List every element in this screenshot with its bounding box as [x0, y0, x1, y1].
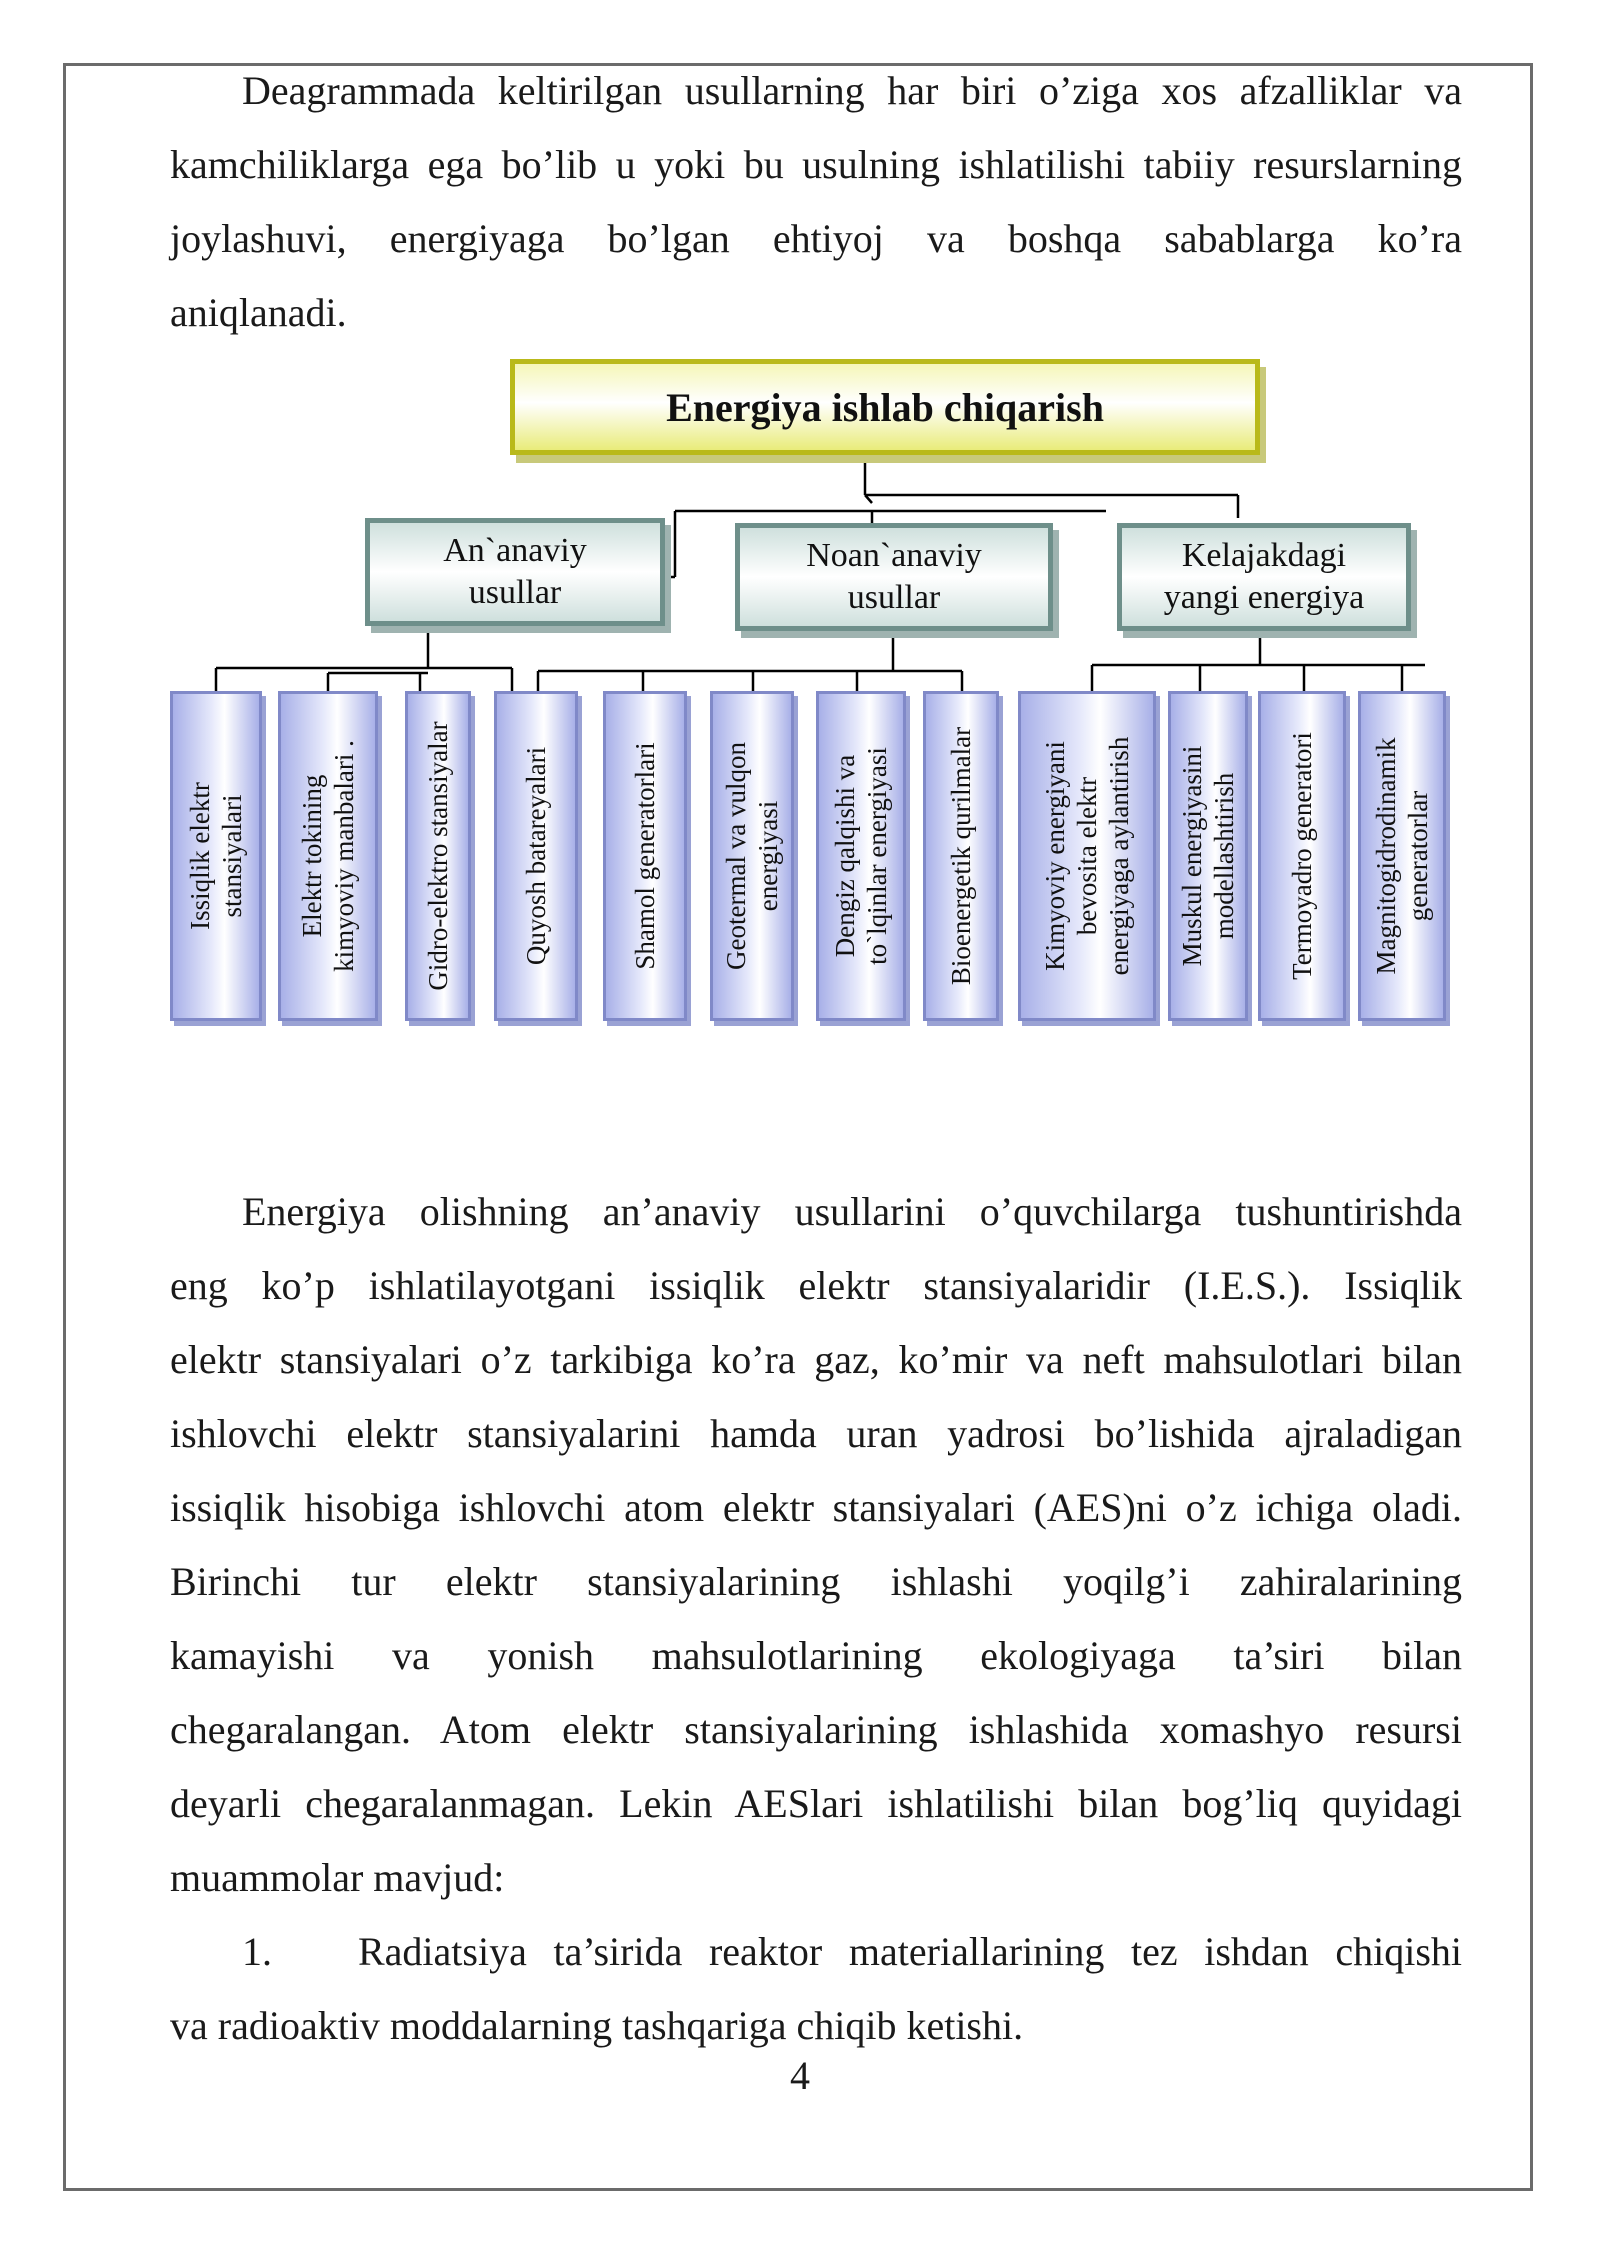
leaf-chemical-current-sources	[278, 691, 378, 1021]
paragraph-line: elektr stansiyalari o’z tarkibiga ko’ra gaz, ko’mir va neft mahsulotlari bilan	[170, 1337, 1462, 1382]
leaf-label: Shamol generatorlari	[630, 742, 660, 970]
leaf-label: Bioenergetik qurilmalar	[946, 726, 976, 986]
intro-paragraph	[170, 54, 1462, 350]
page-number: 4	[790, 2053, 810, 2098]
category-future-energy	[1117, 523, 1411, 631]
numbered-list-item	[170, 1915, 1462, 2063]
leaf-label: Gidro-elektro stansiyalar	[423, 721, 453, 991]
leaf-label: Geotermal va vulqon energiyasi	[721, 742, 783, 970]
category-label: An`anaviy usullar	[443, 532, 587, 611]
paragraph-line: kamchiliklarga ega bo’lib u yoki bu usulning ishlatilishi tabiiy resurslarning	[170, 142, 1462, 187]
diagram-root-box	[510, 359, 1260, 455]
leaf-chemical-to-electric-conversion	[1018, 691, 1156, 1021]
leaf-label: Issiqlik elektr stansiyalari	[185, 782, 247, 930]
leaf-magnetohydrodynamic-generators	[1358, 691, 1446, 1021]
leaf-bioenergy-installations	[923, 691, 999, 1021]
leaf-solar-batteries	[494, 691, 578, 1021]
leaf-tidal-wave-energy	[816, 691, 906, 1021]
main-paragraph	[170, 1175, 1462, 1915]
leaf-geothermal-volcanic-energy	[710, 691, 794, 1021]
leaf-label: Kimyoviy energiyani bevosita elektr energiyaga aylantirish	[1040, 736, 1134, 976]
paragraph-line: joylashuvi, energiyaga bo’lgan ehtiyoj va boshqa sabablarga ko’ra	[170, 216, 1462, 261]
list-item-line: va radioaktiv moddalarning tashqariga chiqib ketishi.	[170, 2003, 1024, 2048]
paragraph-line: Birinchi tur elektr stansiyalarining ishlashi yoqilg’i zahiralarining	[170, 1559, 1462, 1604]
leaf-wind-generators	[603, 691, 687, 1021]
category-non-traditional	[735, 523, 1053, 631]
leaf-thermonuclear-generator	[1258, 691, 1346, 1021]
leaf-label: Elektr tokining kimyoviy manbalari .	[297, 740, 359, 972]
paragraph-line: deyarli chegaralanmagan. Lekin AESlari ishlatilishi bilan bog’liq quyidagi	[170, 1781, 1462, 1826]
category-label: Noan`anaviy usullar	[806, 537, 982, 616]
leaf-thermal-power-plants	[170, 691, 262, 1021]
leaf-label: Quyosh batareyalari	[521, 746, 551, 966]
leaf-label: Termoyadro generatori	[1287, 732, 1317, 980]
list-item-text: Radiatsiya ta’sirida reaktor materiallarining tez ishdan chiqishi	[358, 1929, 1462, 1974]
category-traditional	[365, 518, 665, 626]
paragraph-line: Deagrammada keltirilgan usullarning har biri o’ziga xos afzalliklar va	[242, 68, 1462, 113]
leaf-muscle-energy-modelling	[1168, 691, 1248, 1021]
list-item-first-line	[170, 1915, 1462, 1989]
paragraph-line: muammolar mavjud:	[170, 1855, 505, 1900]
leaf-label: Muskul energiyasini modellashtirish	[1177, 745, 1239, 967]
paragraph-line: eng ko’p ishlatilayotgani issiqlik elektr stansiyalaridir (I.E.S.). Issiqlik	[170, 1263, 1462, 1308]
category-label: Kelajakdagi yangi energiya	[1163, 537, 1365, 616]
paragraph-line: Energiya olishning an’anaviy usullarini o’quvchilarga tushuntirishda	[242, 1189, 1462, 1234]
leaf-hydro-power-plants	[405, 691, 471, 1021]
energy-production-diagram	[160, 355, 1470, 1035]
leaf-label: Magnitogidrodinamik generatorlar	[1371, 737, 1433, 975]
paragraph-line: chegaralangan. Atom elektr stansiyalarining ishlashida xomashyo resursi	[170, 1707, 1462, 1752]
paragraph-line: ishlovchi elektr stansiyalarini hamda uran yadrosi bo’lishida ajraladigan	[170, 1411, 1462, 1456]
diagram-root-label: Energiya ishlab chiqarish	[666, 384, 1104, 430]
leaf-label: Dengiz qalqishi va to`lqinlar energiyasi	[830, 747, 892, 965]
paragraph-line: aniqlanadi.	[170, 290, 347, 335]
paragraph-line: kamayishi va yonish mahsulotlarining ekologiyaga ta’siri bilan	[170, 1633, 1462, 1678]
paragraph-line: issiqlik hisobiga ishlovchi atom elektr stansiyalari (AES)ni o’z ichiga oladi.	[170, 1485, 1462, 1530]
list-item-number: 1.	[242, 1929, 272, 1974]
